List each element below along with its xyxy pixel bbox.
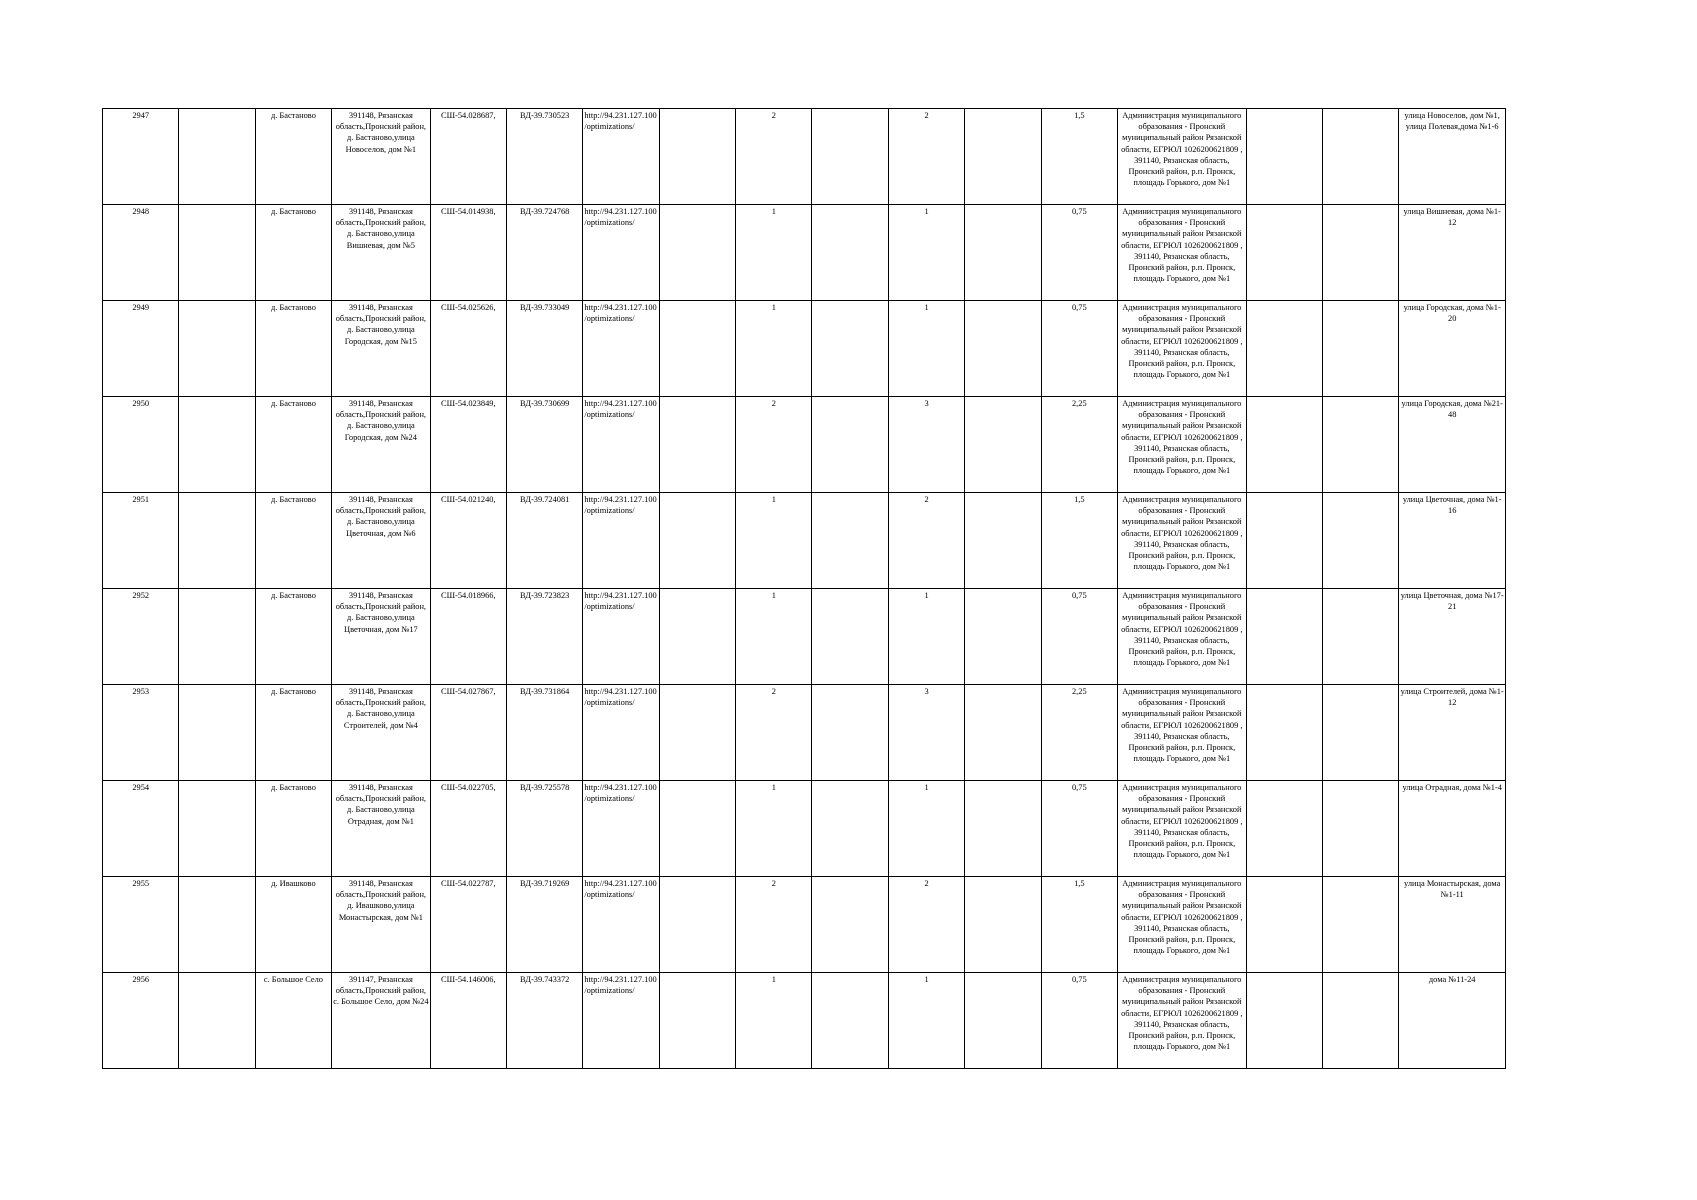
longitude-cell: ВД-39.730699 bbox=[506, 397, 582, 493]
waste-sources-cell: улица Городская, дома №1-20 bbox=[1399, 301, 1506, 397]
latitude-cell: СШ-54.022705, bbox=[430, 781, 506, 877]
table-row bbox=[103, 493, 1506, 589]
table-row bbox=[103, 973, 1506, 1069]
empty-cell bbox=[1246, 109, 1322, 205]
volume-cell: 0,75 bbox=[1041, 205, 1117, 301]
longitude-cell: ВД-39.723823 bbox=[506, 589, 582, 685]
count-cell: 1 bbox=[736, 301, 812, 397]
link-cell: http://94.231.127.100/optimizations/ bbox=[583, 301, 659, 397]
owner-cell: Администрация муниципального образования - Пронский муниципальный район Рязанской области, ЕГРЮЛ 1026200621809 , 391140, Рязанская область, Пронский район, р.п. Пронск, площадь Горького, дом №1 bbox=[1117, 301, 1246, 397]
empty-cell bbox=[1246, 301, 1322, 397]
empty-cell bbox=[965, 493, 1041, 589]
empty-cell bbox=[1323, 877, 1399, 973]
empty-cell bbox=[659, 589, 735, 685]
empty-cell bbox=[1246, 205, 1322, 301]
empty-cell bbox=[812, 301, 888, 397]
empty-cell bbox=[1246, 685, 1322, 781]
owner-cell: Администрация муниципального образования - Пронский муниципальный район Рязанской области, ЕГРЮЛ 1026200621809 , 391140, Рязанская область, Пронский район, р.п. Пронск, площадь Горького, дом №1 bbox=[1117, 877, 1246, 973]
empty-cell bbox=[812, 493, 888, 589]
owner-cell: Администрация муниципального образования - Пронский муниципальный район Рязанской области, ЕГРЮЛ 1026200621809 , 391140, Рязанская область, Пронский район, р.п. Пронск, площадь Горького, дом №1 bbox=[1117, 973, 1246, 1069]
empty-cell bbox=[812, 973, 888, 1069]
container-count-cell: 1 bbox=[888, 781, 964, 877]
settlement-cell: д. Бастаново bbox=[255, 301, 331, 397]
empty-cell bbox=[1323, 589, 1399, 685]
empty-cell bbox=[1323, 109, 1399, 205]
longitude-cell: ВД-39.724081 bbox=[506, 493, 582, 589]
volume-cell: 2,25 bbox=[1041, 397, 1117, 493]
empty-cell bbox=[812, 781, 888, 877]
waste-sources-cell: улица Цветочная, дома №1-16 bbox=[1399, 493, 1506, 589]
table-row bbox=[103, 301, 1506, 397]
latitude-cell: СШ-54.021240, bbox=[430, 493, 506, 589]
longitude-cell: ВД-39.724768 bbox=[506, 205, 582, 301]
address-cell: 391148, Рязанская область,Пронский район, д. Бастаново,улица Вишневая, дом №5 bbox=[332, 205, 430, 301]
settlement-cell: д. Бастаново bbox=[255, 493, 331, 589]
empty-cell bbox=[1246, 973, 1322, 1069]
empty-cell bbox=[965, 877, 1041, 973]
link-cell: http://94.231.127.100/optimizations/ bbox=[583, 589, 659, 685]
empty-cell bbox=[659, 301, 735, 397]
empty-cell bbox=[659, 109, 735, 205]
settlement-cell: д. Бастаново bbox=[255, 685, 331, 781]
latitude-cell: СШ-54.146006, bbox=[430, 973, 506, 1069]
empty-cell bbox=[965, 781, 1041, 877]
table-row bbox=[103, 877, 1506, 973]
latitude-cell: СШ-54.025626, bbox=[430, 301, 506, 397]
empty-cell bbox=[1323, 781, 1399, 877]
owner-cell: Администрация муниципального образования - Пронский муниципальный район Рязанской области, ЕГРЮЛ 1026200621809 , 391140, Рязанская область, Пронский район, р.п. Пронск, площадь Горького, дом №1 bbox=[1117, 589, 1246, 685]
row-number-cell: 2947 bbox=[103, 109, 179, 205]
empty-cell bbox=[1323, 301, 1399, 397]
settlement-cell: д. Бастаново bbox=[255, 781, 331, 877]
address-cell: 391148, Рязанская область,Пронский район, д. Бастаново,улица Строителей, дом №4 bbox=[332, 685, 430, 781]
empty-cell bbox=[659, 397, 735, 493]
waste-sources-cell: улица Цветочная, дома №17-21 bbox=[1399, 589, 1506, 685]
container-count-cell: 1 bbox=[888, 973, 964, 1069]
link-cell: http://94.231.127.100/optimizations/ bbox=[583, 781, 659, 877]
address-cell: 391148, Рязанская область,Пронский район, д. Ивашково,улица Монастырская, дом №1 bbox=[332, 877, 430, 973]
row-number-cell: 2953 bbox=[103, 685, 179, 781]
empty-cell bbox=[1323, 493, 1399, 589]
container-count-cell: 2 bbox=[888, 877, 964, 973]
count-cell: 1 bbox=[736, 205, 812, 301]
waste-sources-cell: улица Отрадная, дома №1-4 bbox=[1399, 781, 1506, 877]
volume-cell: 0,75 bbox=[1041, 301, 1117, 397]
empty-cell bbox=[1323, 205, 1399, 301]
container-count-cell: 1 bbox=[888, 301, 964, 397]
owner-cell: Администрация муниципального образования - Пронский муниципальный район Рязанской области, ЕГРЮЛ 1026200621809 , 391140, Рязанская область, Пронский район, р.п. Пронск, площадь Горького, дом №1 bbox=[1117, 781, 1246, 877]
container-count-cell: 2 bbox=[888, 493, 964, 589]
settlement-cell: д. Ивашково bbox=[255, 877, 331, 973]
empty-cell bbox=[179, 301, 255, 397]
longitude-cell: ВД-39.719269 bbox=[506, 877, 582, 973]
empty-cell bbox=[965, 109, 1041, 205]
address-cell: 391148, Рязанская область,Пронский район, д. Бастаново,улица Отрадная, дом №1 bbox=[332, 781, 430, 877]
empty-cell bbox=[659, 205, 735, 301]
row-number-cell: 2956 bbox=[103, 973, 179, 1069]
empty-cell bbox=[812, 685, 888, 781]
count-cell: 2 bbox=[736, 397, 812, 493]
longitude-cell: ВД-39.733049 bbox=[506, 301, 582, 397]
address-cell: 391148, Рязанская область,Пронский район, д. Бастаново,улица Городская, дом №15 bbox=[332, 301, 430, 397]
empty-cell bbox=[179, 493, 255, 589]
empty-cell bbox=[179, 973, 255, 1069]
longitude-cell: ВД-39.730523 bbox=[506, 109, 582, 205]
count-cell: 2 bbox=[736, 685, 812, 781]
container-count-cell: 3 bbox=[888, 397, 964, 493]
settlement-cell: д. Бастаново bbox=[255, 589, 331, 685]
count-cell: 1 bbox=[736, 973, 812, 1069]
empty-cell bbox=[1323, 973, 1399, 1069]
latitude-cell: СШ-54.023849, bbox=[430, 397, 506, 493]
container-count-cell: 1 bbox=[888, 589, 964, 685]
owner-cell: Администрация муниципального образования - Пронский муниципальный район Рязанской области, ЕГРЮЛ 1026200621809 , 391140, Рязанская область, Пронский район, р.п. Пронск, площадь Горького, дом №1 bbox=[1117, 493, 1246, 589]
empty-cell bbox=[1246, 781, 1322, 877]
table-row bbox=[103, 397, 1506, 493]
row-number-cell: 2950 bbox=[103, 397, 179, 493]
table-row bbox=[103, 685, 1506, 781]
settlement-cell: д. Бастаново bbox=[255, 109, 331, 205]
row-number-cell: 2951 bbox=[103, 493, 179, 589]
count-cell: 2 bbox=[736, 109, 812, 205]
volume-cell: 1,5 bbox=[1041, 877, 1117, 973]
empty-cell bbox=[659, 493, 735, 589]
address-cell: 391147, Рязанская область,Пронский район, с. Большое Село, дом №24 bbox=[332, 973, 430, 1069]
empty-cell bbox=[812, 205, 888, 301]
empty-cell bbox=[179, 877, 255, 973]
latitude-cell: СШ-54.027867, bbox=[430, 685, 506, 781]
empty-cell bbox=[659, 973, 735, 1069]
table-row bbox=[103, 589, 1506, 685]
count-cell: 1 bbox=[736, 781, 812, 877]
volume-cell: 1,5 bbox=[1041, 109, 1117, 205]
waste-sources-cell: улица Новоселов, дом №1, улица Полевая,дома №1-6 bbox=[1399, 109, 1506, 205]
row-number-cell: 2955 bbox=[103, 877, 179, 973]
latitude-cell: СШ-54.022787, bbox=[430, 877, 506, 973]
empty-cell bbox=[179, 109, 255, 205]
table-row bbox=[103, 109, 1506, 205]
link-cell: http://94.231.127.100/optimizations/ bbox=[583, 493, 659, 589]
link-cell: http://94.231.127.100/optimizations/ bbox=[583, 397, 659, 493]
link-cell: http://94.231.127.100/optimizations/ bbox=[583, 877, 659, 973]
empty-cell bbox=[965, 397, 1041, 493]
longitude-cell: ВД-39.743372 bbox=[506, 973, 582, 1069]
empty-cell bbox=[965, 589, 1041, 685]
empty-cell bbox=[659, 781, 735, 877]
empty-cell bbox=[965, 685, 1041, 781]
empty-cell bbox=[1246, 397, 1322, 493]
empty-cell bbox=[179, 205, 255, 301]
link-cell: http://94.231.127.100/optimizations/ bbox=[583, 973, 659, 1069]
volume-cell: 1,5 bbox=[1041, 493, 1117, 589]
owner-cell: Администрация муниципального образования - Пронский муниципальный район Рязанской области, ЕГРЮЛ 1026200621809 , 391140, Рязанская область, Пронский район, р.п. Пронск, площадь Горького, дом №1 bbox=[1117, 685, 1246, 781]
table-body bbox=[103, 109, 1506, 1069]
owner-cell: Администрация муниципального образования - Пронский муниципальный район Рязанской области, ЕГРЮЛ 1026200621809 , 391140, Рязанская область, Пронский район, р.п. Пронск, площадь Горького, дом №1 bbox=[1117, 397, 1246, 493]
waste-sources-cell: улица Городская, дома №21-48 bbox=[1399, 397, 1506, 493]
empty-cell bbox=[1246, 877, 1322, 973]
settlement-cell: д. Бастаново bbox=[255, 205, 331, 301]
row-number-cell: 2952 bbox=[103, 589, 179, 685]
link-cell: http://94.231.127.100/optimizations/ bbox=[583, 205, 659, 301]
count-cell: 1 bbox=[736, 589, 812, 685]
row-number-cell: 2949 bbox=[103, 301, 179, 397]
longitude-cell: ВД-39.725578 bbox=[506, 781, 582, 877]
latitude-cell: СШ-54.014938, bbox=[430, 205, 506, 301]
waste-sources-cell: улица Монастырская, дома №1-11 bbox=[1399, 877, 1506, 973]
owner-cell: Администрация муниципального образования - Пронский муниципальный район Рязанской области, ЕГРЮЛ 1026200621809 , 391140, Рязанская область, Пронский район, р.п. Пронск, площадь Горького, дом №1 bbox=[1117, 205, 1246, 301]
latitude-cell: СШ-54.028687, bbox=[430, 109, 506, 205]
empty-cell bbox=[965, 301, 1041, 397]
empty-cell bbox=[1323, 685, 1399, 781]
row-number-cell: 2954 bbox=[103, 781, 179, 877]
empty-cell bbox=[179, 685, 255, 781]
table-row bbox=[103, 781, 1506, 877]
empty-cell bbox=[1246, 493, 1322, 589]
container-site-registry-table bbox=[102, 108, 1506, 1069]
volume-cell: 2,25 bbox=[1041, 685, 1117, 781]
address-cell: 391148, Рязанская область,Пронский район, д. Бастаново,улица Новоселов, дом №1 bbox=[332, 109, 430, 205]
empty-cell bbox=[1323, 397, 1399, 493]
link-cell: http://94.231.127.100/optimizations/ bbox=[583, 685, 659, 781]
row-number-cell: 2948 bbox=[103, 205, 179, 301]
empty-cell bbox=[965, 205, 1041, 301]
empty-cell bbox=[659, 877, 735, 973]
settlement-cell: д. Бастаново bbox=[255, 397, 331, 493]
latitude-cell: СШ-54.018966, bbox=[430, 589, 506, 685]
waste-sources-cell: улица Строителей, дома №1-12 bbox=[1399, 685, 1506, 781]
empty-cell bbox=[812, 397, 888, 493]
waste-sources-cell: дома №11-24 bbox=[1399, 973, 1506, 1069]
settlement-cell: с. Большое Село bbox=[255, 973, 331, 1069]
waste-sources-cell: улица Вишневая, дома №1-12 bbox=[1399, 205, 1506, 301]
count-cell: 1 bbox=[736, 493, 812, 589]
empty-cell bbox=[179, 781, 255, 877]
volume-cell: 0,75 bbox=[1041, 973, 1117, 1069]
volume-cell: 0,75 bbox=[1041, 589, 1117, 685]
empty-cell bbox=[1246, 589, 1322, 685]
address-cell: 391148, Рязанская область,Пронский район, д. Бастаново,улица Городская, дом №24 bbox=[332, 397, 430, 493]
link-cell: http://94.231.127.100/optimizations/ bbox=[583, 109, 659, 205]
address-cell: 391148, Рязанская область,Пронский район, д. Бастаново,улица Цветочная, дом №6 bbox=[332, 493, 430, 589]
address-cell: 391148, Рязанская область,Пронский район, д. Бастаново,улица Цветочная, дом №17 bbox=[332, 589, 430, 685]
empty-cell bbox=[812, 877, 888, 973]
empty-cell bbox=[965, 973, 1041, 1069]
empty-cell bbox=[179, 589, 255, 685]
longitude-cell: ВД-39.731864 bbox=[506, 685, 582, 781]
container-count-cell: 3 bbox=[888, 685, 964, 781]
empty-cell bbox=[659, 685, 735, 781]
container-count-cell: 1 bbox=[888, 205, 964, 301]
count-cell: 2 bbox=[736, 877, 812, 973]
owner-cell: Администрация муниципального образования - Пронский муниципальный район Рязанской области, ЕГРЮЛ 1026200621809 , 391140, Рязанская область, Пронский район, р.п. Пронск, площадь Горького, дом №1 bbox=[1117, 109, 1246, 205]
volume-cell: 0,75 bbox=[1041, 781, 1117, 877]
table-row bbox=[103, 205, 1506, 301]
empty-cell bbox=[179, 397, 255, 493]
empty-cell bbox=[812, 109, 888, 205]
container-count-cell: 2 bbox=[888, 109, 964, 205]
empty-cell bbox=[812, 589, 888, 685]
